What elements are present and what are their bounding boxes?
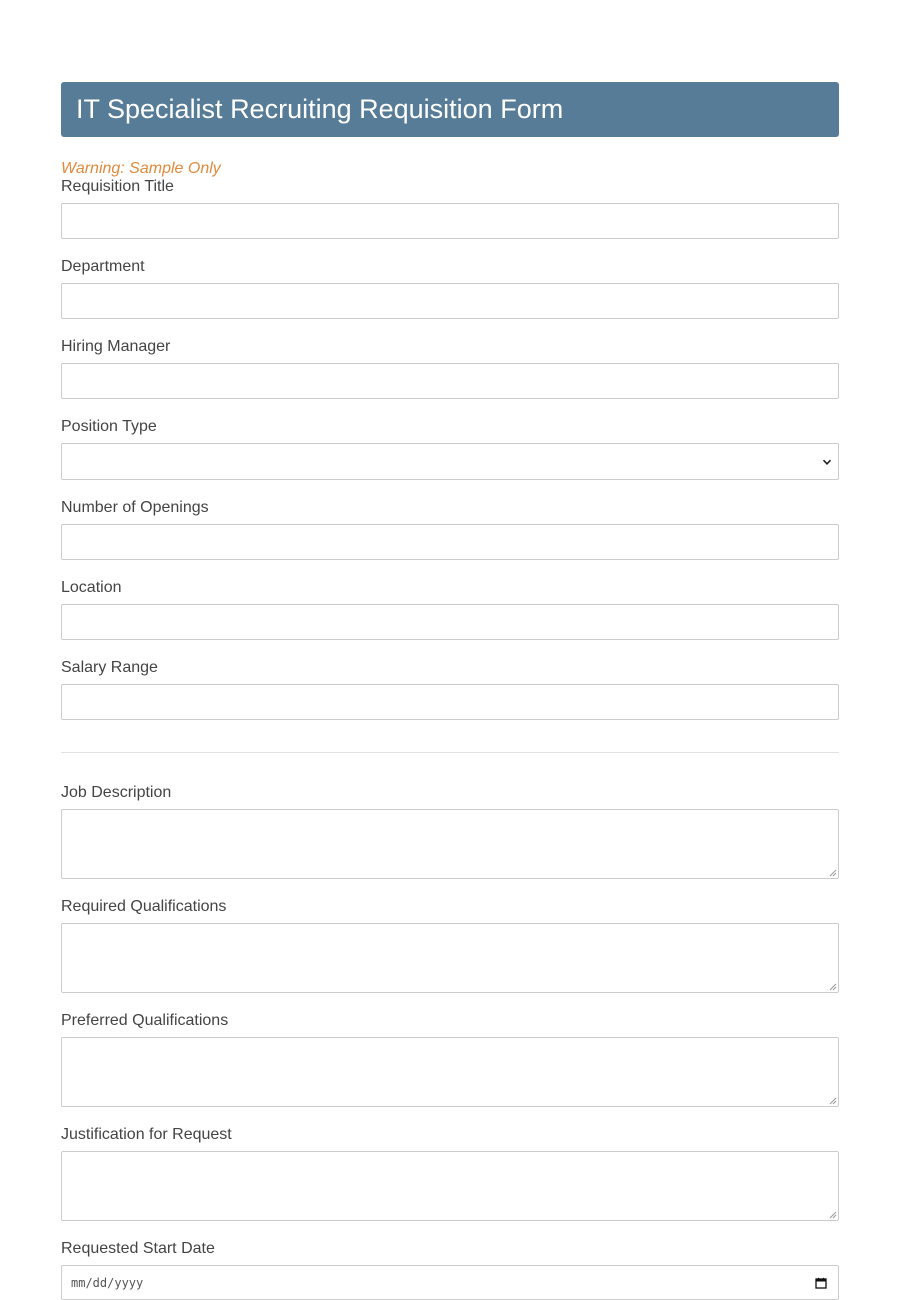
section-divider	[61, 752, 839, 753]
requisition-title-input[interactable]	[61, 203, 839, 239]
salary-range-input[interactable]	[61, 684, 839, 720]
chevron-down-icon	[822, 457, 832, 467]
position-type-select[interactable]	[61, 443, 839, 480]
required-qualifications-textarea[interactable]	[61, 923, 839, 993]
sample-warning: Warning: Sample Only	[61, 160, 221, 177]
justification-label: Justification for Request	[61, 1126, 232, 1143]
justification-textarea[interactable]	[61, 1151, 839, 1221]
department-label: Department	[61, 258, 145, 275]
preferred-qualifications-label: Preferred Qualifications	[61, 1012, 229, 1029]
resize-grip-icon[interactable]	[828, 982, 837, 991]
hiring-manager-input[interactable]	[61, 363, 839, 399]
requested-start-date-input[interactable]	[61, 1265, 839, 1300]
salary-range-label: Salary Range	[61, 659, 158, 676]
calendar-icon[interactable]	[815, 1277, 827, 1289]
resize-grip-icon[interactable]	[828, 868, 837, 877]
location-input[interactable]	[61, 604, 839, 640]
preferred-qualifications-textarea[interactable]	[61, 1037, 839, 1107]
requested-start-date-label: Requested Start Date	[61, 1240, 215, 1257]
job-description-textarea[interactable]	[61, 809, 839, 879]
resize-grip-icon[interactable]	[828, 1096, 837, 1105]
form-title: IT Specialist Recruiting Requisition Form	[76, 94, 564, 124]
number-of-openings-label: Number of Openings	[61, 499, 209, 516]
location-label: Location	[61, 579, 122, 596]
resize-grip-icon[interactable]	[828, 1210, 837, 1219]
date-placeholder: mm/dd/yyyy	[71, 1275, 144, 1290]
position-type-label: Position Type	[61, 418, 157, 435]
job-description-label: Job Description	[61, 784, 172, 801]
hiring-manager-label: Hiring Manager	[61, 338, 171, 355]
required-qualifications-label: Required Qualifications	[61, 898, 227, 915]
requisition-title-label: Requisition Title	[61, 178, 174, 195]
form-header	[61, 82, 839, 137]
department-input[interactable]	[61, 283, 839, 319]
number-of-openings-input[interactable]	[61, 524, 839, 560]
